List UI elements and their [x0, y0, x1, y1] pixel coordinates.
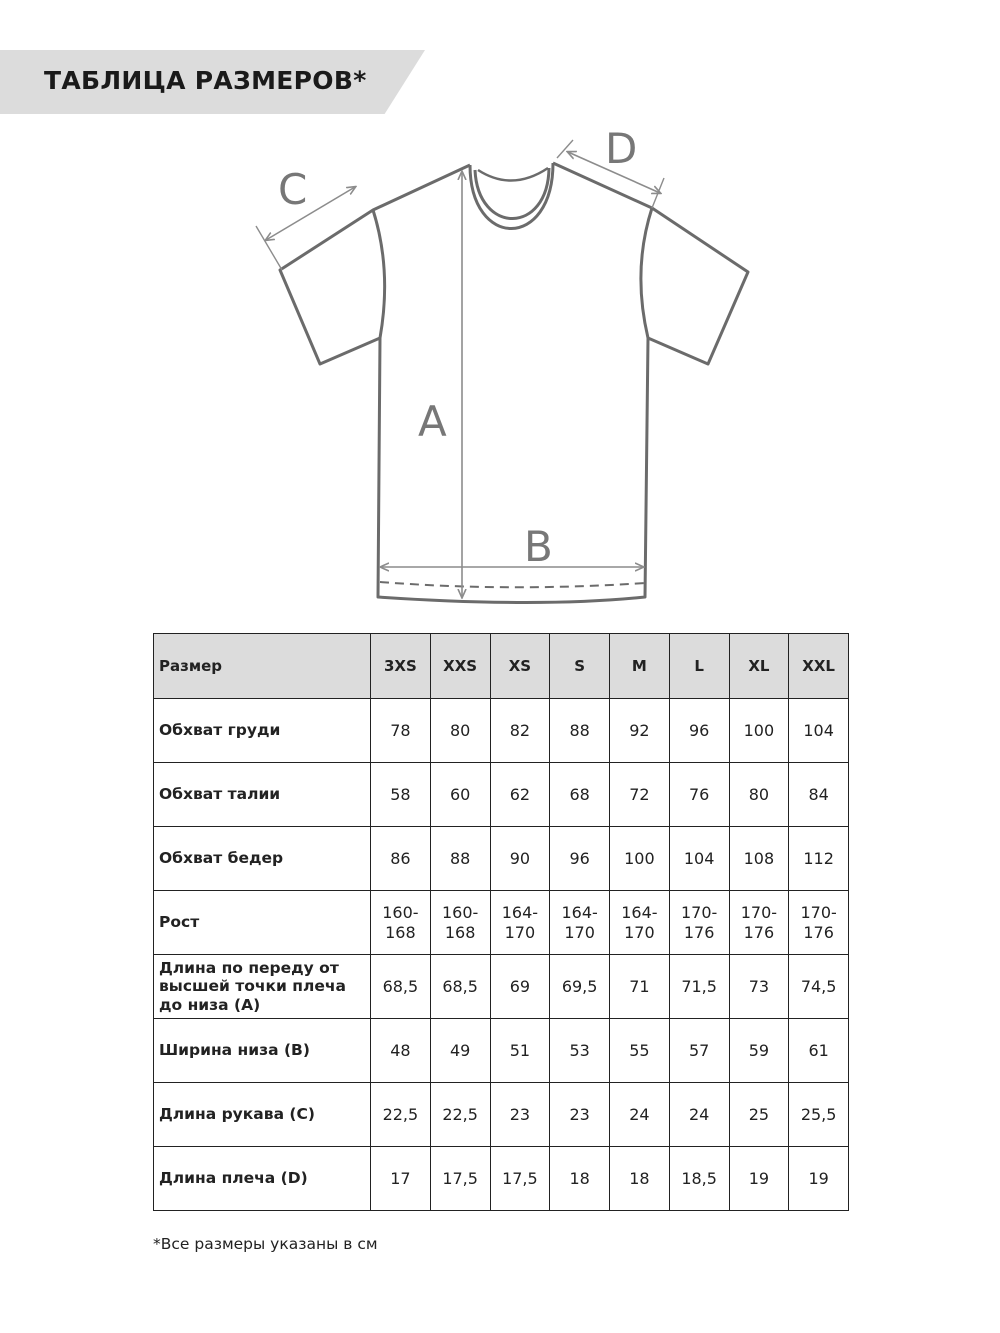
value-cell: 18 [610, 1147, 670, 1211]
value-cell: 22,5 [371, 1083, 431, 1147]
value-cell: 51 [490, 1019, 550, 1083]
table-row-height [154, 891, 849, 955]
value-cell: 88 [430, 827, 490, 891]
value-cell: 170- 176 [729, 891, 789, 955]
table-row-chest [154, 699, 849, 763]
collar-back [478, 168, 548, 181]
value-cell: 18,5 [669, 1147, 729, 1211]
value-cell: 23 [550, 1083, 610, 1147]
row-label: Рост [154, 891, 371, 955]
value-cell: 164- 170 [490, 891, 550, 955]
dimension-b-label: B [524, 522, 553, 571]
size-header-cell: XXL [789, 634, 849, 699]
size-table [153, 633, 849, 1211]
value-cell: 57 [669, 1019, 729, 1083]
value-cell: 100 [610, 827, 670, 891]
header-label-cell: Размер [154, 634, 371, 699]
value-cell: 60 [430, 763, 490, 827]
tshirt-diagram [0, 0, 1000, 620]
value-cell: 160- 168 [371, 891, 431, 955]
hem-stitch [380, 582, 645, 587]
value-cell: 170- 176 [789, 891, 849, 955]
value-cell: 68,5 [430, 955, 490, 1019]
value-cell: 76 [669, 763, 729, 827]
value-cell: 74,5 [789, 955, 849, 1019]
dimension-c-label: C [278, 165, 308, 214]
row-label: Длина рукава (С) [154, 1083, 371, 1147]
page-title: ТАБЛИЦА РАЗМЕРОВ* [44, 66, 367, 95]
size-header-cell: L [669, 634, 729, 699]
row-label: Ширина низа (В) [154, 1019, 371, 1083]
dimension-a-label: A [418, 397, 447, 446]
value-cell: 90 [490, 827, 550, 891]
value-cell: 17 [371, 1147, 431, 1211]
value-cell: 86 [371, 827, 431, 891]
left-sleeve-seam [373, 210, 385, 338]
size-header-cell: XXS [430, 634, 490, 699]
value-cell: 49 [430, 1019, 490, 1083]
value-cell: 92 [610, 699, 670, 763]
value-cell: 108 [729, 827, 789, 891]
dimension-d-tick-left [557, 140, 573, 158]
value-cell: 80 [729, 763, 789, 827]
value-cell: 80 [430, 699, 490, 763]
row-label: Длина по переду от высшей точки плеча до низа (А) [154, 955, 371, 1019]
value-cell: 23 [490, 1083, 550, 1147]
size-header-cell: XL [729, 634, 789, 699]
value-cell: 53 [550, 1019, 610, 1083]
value-cell: 164- 170 [610, 891, 670, 955]
value-cell: 22,5 [430, 1083, 490, 1147]
value-cell: 104 [669, 827, 729, 891]
table-row-hem-width [154, 1019, 849, 1083]
table-row-hips [154, 827, 849, 891]
table-row-shoulder-length [154, 1147, 849, 1211]
value-cell: 68 [550, 763, 610, 827]
right-sleeve-seam [641, 208, 652, 338]
value-cell: 24 [610, 1083, 670, 1147]
value-cell: 96 [550, 827, 610, 891]
value-cell: 55 [610, 1019, 670, 1083]
value-cell: 69 [490, 955, 550, 1019]
value-cell: 19 [789, 1147, 849, 1211]
value-cell: 104 [789, 699, 849, 763]
table-row-sleeve-length [154, 1083, 849, 1147]
dimension-d-tick-right [652, 178, 664, 208]
value-cell: 112 [789, 827, 849, 891]
value-cell: 82 [490, 699, 550, 763]
value-cell: 18 [550, 1147, 610, 1211]
value-cell: 78 [371, 699, 431, 763]
value-cell: 96 [669, 699, 729, 763]
footnote: *Все размеры указаны в см [153, 1235, 378, 1253]
value-cell: 62 [490, 763, 550, 827]
value-cell: 25,5 [789, 1083, 849, 1147]
row-label: Обхват талии [154, 763, 371, 827]
value-cell: 69,5 [550, 955, 610, 1019]
value-cell: 170- 176 [669, 891, 729, 955]
value-cell: 164- 170 [550, 891, 610, 955]
value-cell: 68,5 [371, 955, 431, 1019]
value-cell: 71 [610, 955, 670, 1019]
table-row-front-length [154, 955, 849, 1019]
value-cell: 58 [371, 763, 431, 827]
value-cell: 25 [729, 1083, 789, 1147]
value-cell: 24 [669, 1083, 729, 1147]
row-label: Длина плеча (D) [154, 1147, 371, 1211]
value-cell: 88 [550, 699, 610, 763]
value-cell: 17,5 [490, 1147, 550, 1211]
table-row-waist [154, 763, 849, 827]
value-cell: 19 [729, 1147, 789, 1211]
size-header-row [154, 634, 849, 699]
row-label: Обхват бедер [154, 827, 371, 891]
row-label: Обхват груди [154, 699, 371, 763]
size-header-cell: M [610, 634, 670, 699]
value-cell: 84 [789, 763, 849, 827]
value-cell: 17,5 [430, 1147, 490, 1211]
value-cell: 61 [789, 1019, 849, 1083]
value-cell: 71,5 [669, 955, 729, 1019]
size-header-cell: XS [490, 634, 550, 699]
value-cell: 48 [371, 1019, 431, 1083]
size-header-cell: S [550, 634, 610, 699]
dimension-d-label: D [605, 124, 638, 173]
size-header-cell: 3XS [371, 634, 431, 699]
value-cell: 72 [610, 763, 670, 827]
value-cell: 73 [729, 955, 789, 1019]
value-cell: 59 [729, 1019, 789, 1083]
value-cell: 160- 168 [430, 891, 490, 955]
value-cell: 100 [729, 699, 789, 763]
